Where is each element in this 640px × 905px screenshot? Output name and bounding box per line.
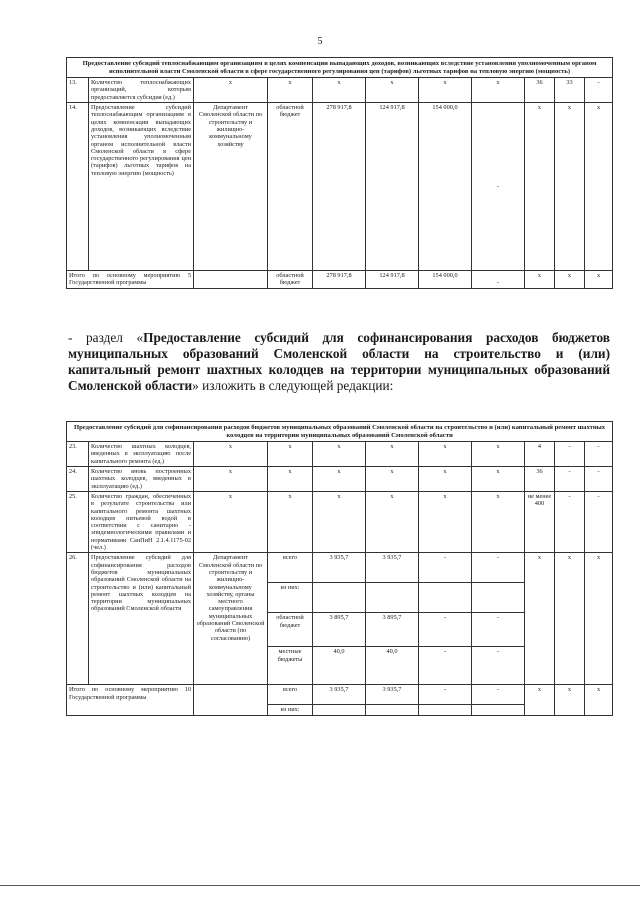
amount-year2: - (419, 553, 472, 583)
row-name: Количество шахтных колодцев, введенных в эксплуатацию после капитального ремонта (ед.) (89, 442, 194, 467)
cell-x: х (194, 442, 268, 467)
amount-year3: - (472, 271, 525, 289)
amount-year3: - (472, 685, 525, 705)
amount-year2: 154 000,0 (419, 271, 472, 289)
amount-year3 (472, 583, 525, 613)
amount-year3 (472, 705, 525, 715)
cell-x: х (525, 685, 555, 715)
row-number: 13. (67, 78, 89, 103)
cell-x: х (194, 78, 268, 103)
subsidy-table-wells (66, 421, 613, 716)
cell-x: х (555, 271, 585, 289)
amount-year1 (366, 583, 419, 613)
funding-source: областной бюджет (268, 271, 313, 289)
total-label: Итого по основному мероприятию 10 Государственной программы (67, 685, 194, 715)
amount-total: 278 917,8 (313, 271, 366, 289)
cell-x: х (366, 442, 419, 467)
amount-total (313, 583, 366, 613)
amount-total: 40,0 (313, 647, 366, 685)
amount-year2: - (419, 685, 472, 705)
amount-year1 (366, 705, 419, 715)
amount-year2 (419, 705, 472, 715)
funding-source: областной бюджет (268, 103, 313, 271)
cell-x: х (419, 78, 472, 103)
amount-year1: 3 895,7 (366, 613, 419, 647)
cell-x: х (313, 442, 366, 467)
cell-x: х (585, 685, 613, 715)
indicator-year1: 36 (525, 78, 555, 103)
funding-source: всего (268, 553, 313, 583)
cell-x: х (313, 78, 366, 103)
funding-source: местные бюджеты (268, 647, 313, 685)
cell-x: х (525, 103, 555, 271)
cell-x: х (419, 467, 472, 492)
indicator-year2: - (555, 442, 585, 467)
total-label: Итого по основному мероприятию 5 Государственной программы (67, 271, 194, 289)
amount-year2: - (419, 647, 472, 685)
cell-x: х (585, 271, 613, 289)
amount-total: 3 935,7 (313, 553, 366, 583)
funding-source: всего (268, 685, 313, 705)
cell-x: х (366, 78, 419, 103)
cell-x: х (555, 685, 585, 715)
cell-x: х (313, 467, 366, 492)
cell-x: х (585, 103, 613, 271)
row-name: Количество теплоснабжающих организаций, которым предоставляется субсидия (ед.) (89, 78, 194, 103)
row-number: 14. (67, 103, 89, 271)
row-name: Количество граждан, обеспеченных в результате строительства или капитального ремонта шахтных колодцев питьевой водой в соответствии с санитарно - эпидемиологическими правилами и нормативами СанПиН 2.1.4.1175-02 (чел.) (89, 491, 194, 552)
amount-year2 (419, 583, 472, 613)
total-row (67, 271, 613, 289)
indicator-year3: - (585, 442, 613, 467)
funding-source: из них: (268, 705, 313, 715)
amount-year2: - (419, 613, 472, 647)
page-bottom-rule (0, 885, 640, 886)
indicator-year2: 33 (555, 78, 585, 103)
indicator-year3: - (585, 491, 613, 552)
cell-x: х (366, 491, 419, 552)
indicator-year1: 36 (525, 467, 555, 492)
amount-year2: 154 000,0 (419, 103, 472, 271)
amount-year3: - (472, 103, 525, 271)
section-title: Предоставление субсидий для софинансирования расходов бюджетов муниципальных образований Смоленской области на строительство и (или) капитальный ремонт шахтных колодцев на территории муниципальных образований Смоленской области (68, 330, 610, 393)
funding-source: из них: (268, 583, 313, 613)
amount-year1: 124 917,8 (366, 271, 419, 289)
funding-source: областной бюджет (268, 613, 313, 647)
row-name: Предоставление субсидий теплоснабжающим организациям в целях компенсации выпадающих доходов, возникающих вследствие установления уполномоченным органом исполнительной власти Смоленской области в сфере государственного регулирования цен (тарифов) льготных тарифов на тепловую энергию (мощность) (89, 103, 194, 271)
cell-x: х (472, 442, 525, 467)
cell-x: х (366, 467, 419, 492)
table-row (67, 103, 613, 271)
indicator-year3: - (585, 78, 613, 103)
cell-x: х (419, 442, 472, 467)
indicator-year1: не менее 400 (525, 491, 555, 552)
indicator-year1: 4 (525, 442, 555, 467)
cell-x: х (268, 78, 313, 103)
cell-x: х (419, 491, 472, 552)
amount-year1: 124 917,8 (366, 103, 419, 271)
table2-header: Предоставление субсидий для софинансирования расходов бюджетов муниципальных образований Смоленской области на строительство и (или) капитальный ремонт шахтных колодцев на территории муниципальных образований Смоленской области (67, 422, 613, 442)
table-row (67, 553, 613, 583)
amount-year1: 3 935,7 (366, 553, 419, 583)
amount-year3: - (472, 647, 525, 685)
table-row (67, 442, 613, 467)
amount-year3: - (472, 553, 525, 583)
amount-total: 3 935,7 (313, 685, 366, 705)
row-name: Количество вновь построенных шахтных колодцев, введенных в эксплуатацию (ед.) (89, 467, 194, 492)
amount-year3: - (472, 613, 525, 647)
indicator-year2: - (555, 467, 585, 492)
cell-x: х (268, 491, 313, 552)
page-number: 5 (317, 36, 323, 47)
section-amendment-text (68, 330, 610, 394)
executor: Департамент Смоленской области по строительству и жилищно-коммунальному хозяйству, органы местного самоуправления муниципальных образований Смоленской области (по согласованию) (194, 553, 268, 685)
table1-header: Предоставление субсидий теплоснабжающим организациям в целях компенсации выпадающих доходов, возникающих вследствие установления уполномоченным органом исполнительной власти Смоленской области в сфере государственного регулирования цен (тарифов) льготных тарифов на тепловую энергию (мощность) (67, 58, 613, 78)
cell-x: х (585, 553, 613, 685)
total-row (67, 685, 613, 705)
cell-x: х (555, 553, 585, 685)
row-number: 24. (67, 467, 89, 492)
cell-x: х (194, 467, 268, 492)
amount-total: 3 895,7 (313, 613, 366, 647)
row-name: Предоставление субсидий для софинансирования расходов бюджетов муниципальных образований Смоленской области на строительство и (или) капитальный ремонт шахтных колодцев на территории муниципальных образований Смоленской области (89, 553, 194, 685)
row-number: 25. (67, 491, 89, 552)
indicator-year3: - (585, 467, 613, 492)
para-prefix: - раздел « (68, 330, 144, 345)
amount-year1: 40,0 (366, 647, 419, 685)
table-row (67, 491, 613, 552)
row-number: 23. (67, 442, 89, 467)
cell-x: х (525, 271, 555, 289)
cell-x: х (472, 491, 525, 552)
cell-x: х (313, 491, 366, 552)
amount-total (313, 705, 366, 715)
executor: Департамент Смоленской области по строительству и жилищно-коммунальному хозяйству (194, 103, 268, 271)
table-row (67, 467, 613, 492)
subsidy-table-heat (66, 57, 613, 289)
cell-x: х (472, 467, 525, 492)
cell-x: х (525, 553, 555, 685)
amount-year1: 3 935,7 (366, 685, 419, 705)
row-number: 26. (67, 553, 89, 685)
para-suffix: » изложить в следующей редакции: (192, 378, 394, 393)
amount-total: 278 917,8 (313, 103, 366, 271)
cell-x: х (555, 103, 585, 271)
cell-x: х (268, 442, 313, 467)
cell-x: х (194, 491, 268, 552)
indicator-year2: - (555, 491, 585, 552)
table-row (67, 78, 613, 103)
cell-x: х (268, 467, 313, 492)
cell-x: х (472, 78, 525, 103)
